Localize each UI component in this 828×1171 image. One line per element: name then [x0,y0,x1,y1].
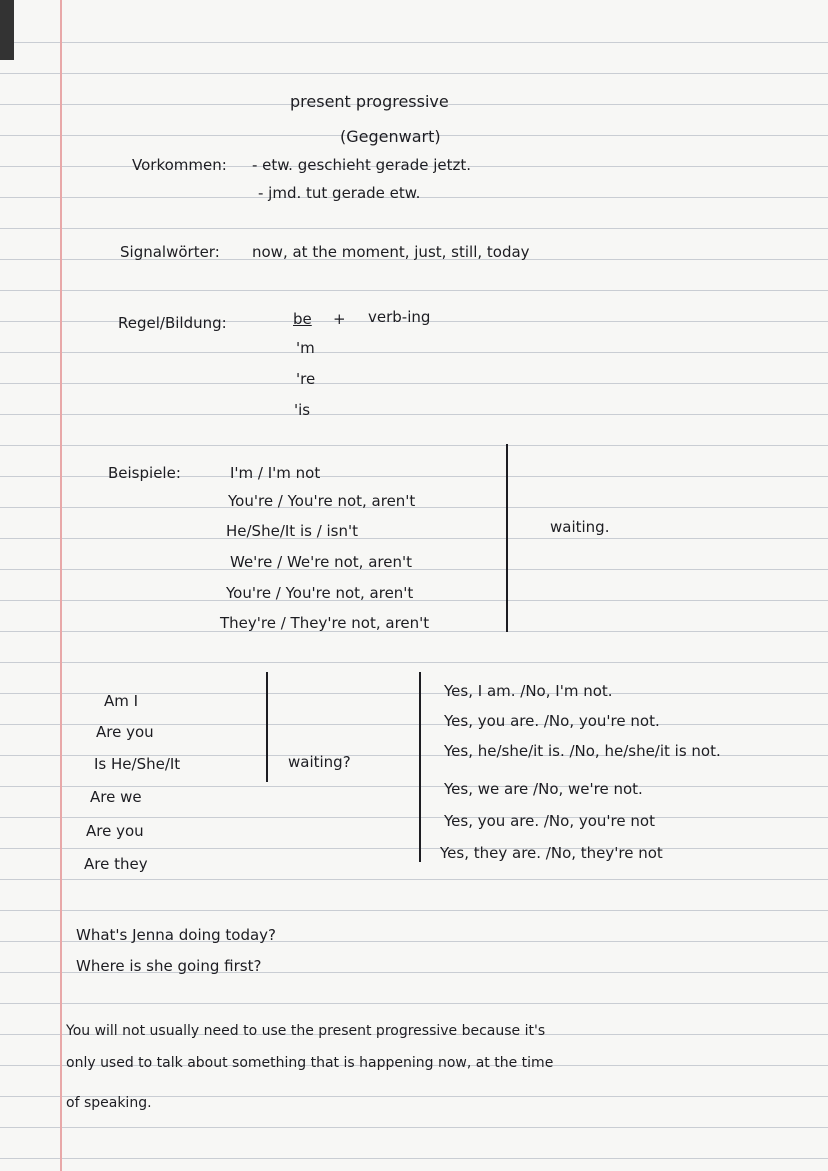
example-sentence: Where is she going first? [76,957,262,975]
note-line: only used to talk about something that is happening now, at the time [66,1055,554,1071]
beispiel-row: You're / You're not, aren't [226,584,414,602]
signalwoerter-text: now, at the moment, just, still, today [252,243,530,261]
beispiele-divider [506,444,508,632]
question-divider-left [266,672,268,782]
page-subtitle: (Gegenwart) [340,127,441,146]
answer-row: Yes, he/she/it is. /No, he/she/it is not. [444,742,721,760]
regel-form: 'is [294,401,311,419]
beispiel-row: He/She/It is / isn't [226,522,359,540]
answer-row: Yes, you are. /No, you're not. [444,712,660,730]
beispiele-verb: waiting. [550,518,610,536]
regel-plus: + [333,310,346,328]
note-line: of speaking. [66,1095,152,1111]
question-row: Are they [84,855,148,873]
regel-verb: verb-ing [368,308,431,326]
page-corner [0,0,14,60]
beispiele-label: Beispiele: [108,464,181,482]
beispiel-row: I'm / I'm not [230,464,321,482]
vorkommen-item: - etw. geschieht gerade jetzt. [252,156,472,174]
vorkommen-label: Vorkommen: [132,156,227,174]
vorkommen-item: - jmd. tut gerade etw. [258,184,421,202]
answer-row: Yes, they are. /No, they're not [440,844,663,862]
regel-form: 're [296,370,316,388]
question-row: Is He/She/It [94,755,181,773]
question-row: Are we [90,788,142,806]
margin-line [60,0,62,1171]
beispiel-row: You're / You're not, aren't [228,492,416,510]
question-verb: waiting? [288,753,351,771]
regel-label: Regel/Bildung: [118,314,227,332]
question-row: Are you [86,822,144,840]
regel-form: 'm [296,339,315,357]
question-row: Am I [104,692,139,710]
answer-row: Yes, you are. /No, you're not [444,812,655,830]
example-sentence: What's Jenna doing today? [76,926,277,944]
question-divider-right [419,672,421,862]
note-line: You will not usually need to use the present progressive because it's [66,1023,546,1039]
page-title: present progressive [290,92,449,111]
signalwoerter-label: Signalwörter: [120,243,220,261]
beispiel-row: They're / They're not, aren't [220,614,430,632]
regel-be: be [293,310,312,328]
question-row: Are you [96,723,154,741]
answer-row: Yes, I am. /No, I'm not. [444,682,613,700]
answer-row: Yes, we are /No, we're not. [444,780,643,798]
beispiel-row: We're / We're not, aren't [230,553,412,571]
